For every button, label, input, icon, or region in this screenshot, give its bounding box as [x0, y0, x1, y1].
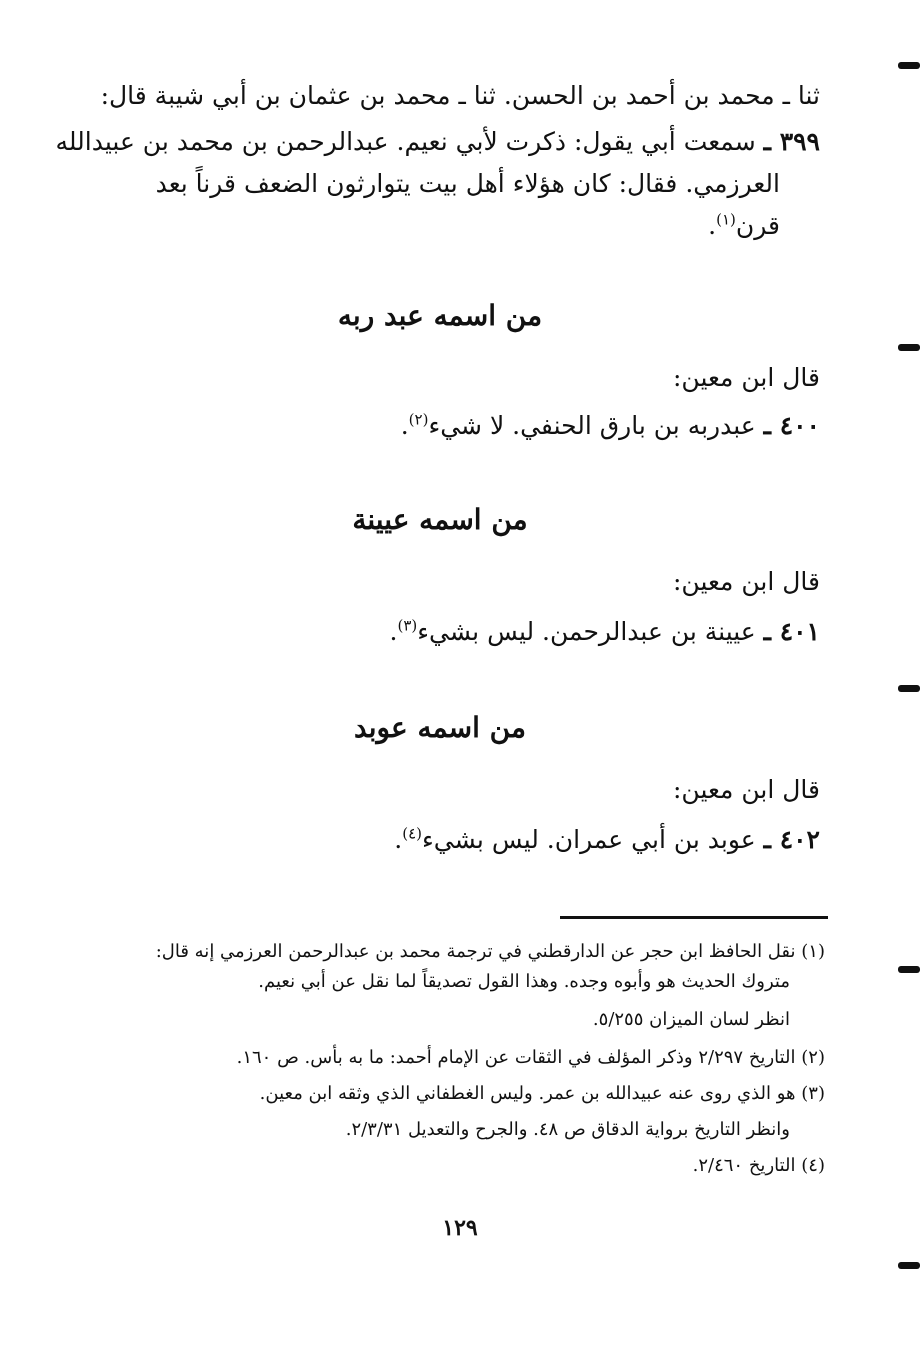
footnote-3-line-1: (٣) هو الذي روى عنه عبيدالله بن عمر. وليس الغطفاني الذي وثقه ابن معين.: [259, 1083, 825, 1104]
footnote-1-line-3: انظر لسان الميزان ٥/٢٥٥.: [592, 1009, 790, 1030]
entry-text: عوبد بن أبي عمران. ليس بشيء: [422, 825, 756, 854]
entry-401: [390, 612, 820, 652]
entry-402: [394, 820, 820, 860]
footnote-marker: (١): [716, 210, 736, 229]
entry-399-line-1: [55, 122, 820, 162]
entry-number: ٤٠١ ـ: [763, 617, 820, 646]
footnote-1-line-1: (١) نقل الحافظ ابن حجر عن الدارقطني في ترجمة محمد بن عبدالرحمن العرزمي إنه قال:: [155, 941, 825, 962]
entry-number: ٤٠٠ ـ: [763, 411, 820, 440]
end-mark: .: [389, 617, 398, 646]
text-line: ثنا ـ محمد بن أحمد بن الحسن. ثنا ـ محمد بن عثمان بن أبي شيبة قال:: [100, 81, 820, 110]
footnote-marker: (٣): [397, 616, 418, 635]
section-intro: قال ابن معين:: [672, 363, 820, 392]
entry-text: سمعت أبي يقول: ذكرت لأبي نعيم. عبدالرحمن بن محمد بن عبيدالله: [55, 127, 756, 156]
scan-margin-mark: [898, 1262, 920, 1269]
footnote-3-line-2: وانظر التاريخ برواية الدقاق ص ٤٨. والجرح والتعديل ٢/٣/٣١.: [345, 1119, 790, 1140]
scan-margin-mark: [898, 344, 920, 351]
scan-margin-mark: [898, 966, 920, 973]
entry-text: عيينة بن عبدالرحمن. ليس بشيء: [417, 617, 756, 646]
section-intro: قال ابن معين:: [672, 775, 820, 804]
end-mark: .: [400, 411, 409, 440]
footnote-separator: [560, 916, 828, 919]
scan-margin-mark: [898, 685, 920, 692]
footnote-marker: (٤): [402, 824, 423, 843]
section-heading: من اسمه عبد ربه: [337, 299, 543, 332]
entry-number: ٣٩٩ ـ: [763, 127, 820, 156]
footnote-1-line-2: متروك الحديث هو وأبوه وجده. وهذا القول تصديقاً لما نقل عن أبي نعيم.: [258, 971, 790, 992]
end-mark: .: [708, 211, 717, 240]
section-heading: من اسمه عيينة: [352, 503, 528, 536]
footnote-4-line-1: (٤) التاريخ ٢/٤٦٠.: [692, 1155, 825, 1176]
entry-number: ٤٠٢ ـ: [763, 825, 820, 854]
entry-400: [401, 406, 820, 446]
footnote-marker: (٢): [408, 410, 429, 429]
entry-399-line-3: [708, 206, 780, 246]
page-number: ١٢٩: [442, 1215, 478, 1241]
section-heading: من اسمه عوبد: [354, 711, 526, 744]
end-mark: .: [394, 825, 403, 854]
scan-margin-mark: [898, 62, 920, 69]
entry-text: قرن: [735, 211, 780, 240]
entry-399-line-2: العرزمي. فقال: كان هؤلاء أهل بيت يتوارثون الضعف قرناً بعد: [155, 169, 780, 198]
footnote-2-line-1: (٢) التاريخ ٢/٢٩٧ وذكر المؤلف في الثقات عن الإمام أحمد: ما به بأس. ص ١٦٠.: [236, 1047, 825, 1068]
entry-text: عبدربه بن بارق الحنفي. لا شيء: [428, 411, 756, 440]
section-intro: قال ابن معين:: [672, 567, 820, 596]
